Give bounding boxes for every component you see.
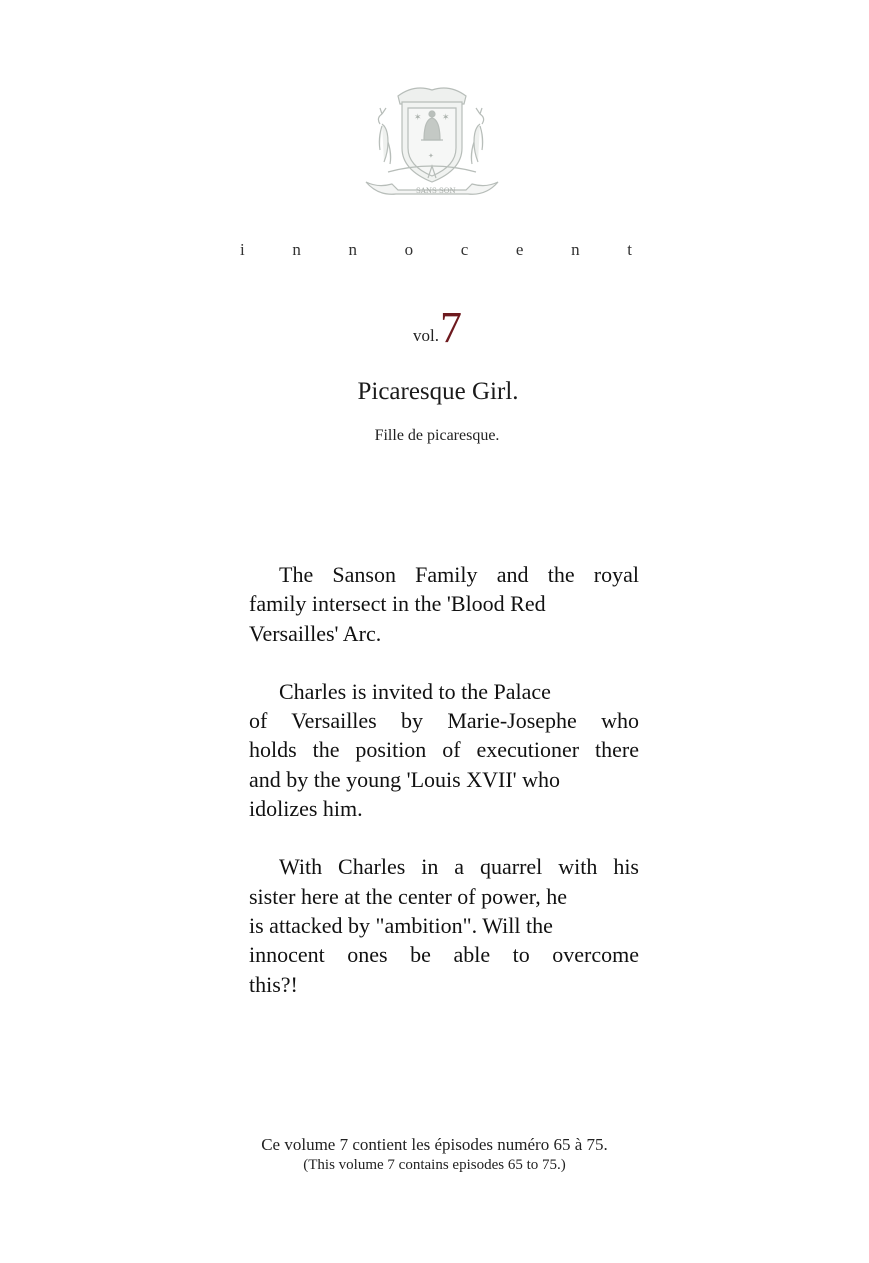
episode-range-english: (This volume 7 contains episodes 65 to 75.) — [303, 1157, 566, 1173]
synopsis-line: family intersect in the 'Blood Red — [249, 591, 546, 617]
synopsis-paragraph — [249, 560, 639, 648]
synopsis-line: sister here at the center of power, he — [249, 883, 567, 909]
series-title-letter: n — [292, 240, 301, 259]
series-title-letter: t — [627, 240, 632, 259]
synopsis-line: this?! — [249, 971, 298, 997]
synopsis-line: Charles is invited to the Palace — [279, 678, 551, 704]
synopsis-line: and by the young 'Louis XVII' who — [249, 766, 560, 792]
volume-label: vol. — [413, 326, 439, 345]
svg-text:✶: ✶ — [414, 112, 422, 122]
volume-heading — [0, 302, 869, 353]
synopsis-paragraph — [249, 852, 639, 998]
chapter-subtitle: Fille de picaresque. — [374, 427, 500, 444]
svg-text:✦: ✦ — [428, 152, 434, 160]
synopsis-line: idolizes him. — [249, 796, 363, 822]
series-title-letter: c — [460, 240, 469, 259]
series-title-letter: e — [515, 240, 524, 259]
episode-range-note — [0, 1135, 869, 1174]
volume-number: 7 — [439, 303, 462, 352]
coat-of-arms-icon — [358, 78, 506, 206]
synopsis-line: of Versailles by Marie-Josephe who — [249, 708, 639, 734]
synopsis-line: Versailles' Arc. — [249, 620, 382, 646]
series-title-letter: n — [571, 240, 580, 259]
episode-range-french: Ce volume 7 contient les épisodes numéro 65 à 75. — [261, 1135, 608, 1154]
synopsis — [249, 560, 639, 1028]
synopsis-line: With Charles in a quarrel with his — [279, 854, 639, 880]
series-title-letter: o — [404, 240, 414, 259]
svg-text:✶: ✶ — [442, 112, 450, 122]
synopsis-line: holds the position of executioner there — [249, 737, 639, 763]
synopsis-line: is attacked by "ambition". Will the — [249, 912, 553, 938]
series-title-letter: i — [240, 240, 245, 259]
svg-text:SANS SON: SANS SON — [416, 187, 456, 195]
synopsis-line: innocent ones be able to overcome — [249, 942, 639, 968]
sanson-crest — [358, 78, 506, 206]
synopsis-paragraph — [249, 677, 639, 823]
synopsis-line: The Sanson Family and the royal — [279, 562, 639, 587]
series-title-letter: n — [348, 240, 357, 259]
series-title — [240, 240, 632, 260]
chapter-title: Picaresque Girl. — [357, 378, 519, 405]
